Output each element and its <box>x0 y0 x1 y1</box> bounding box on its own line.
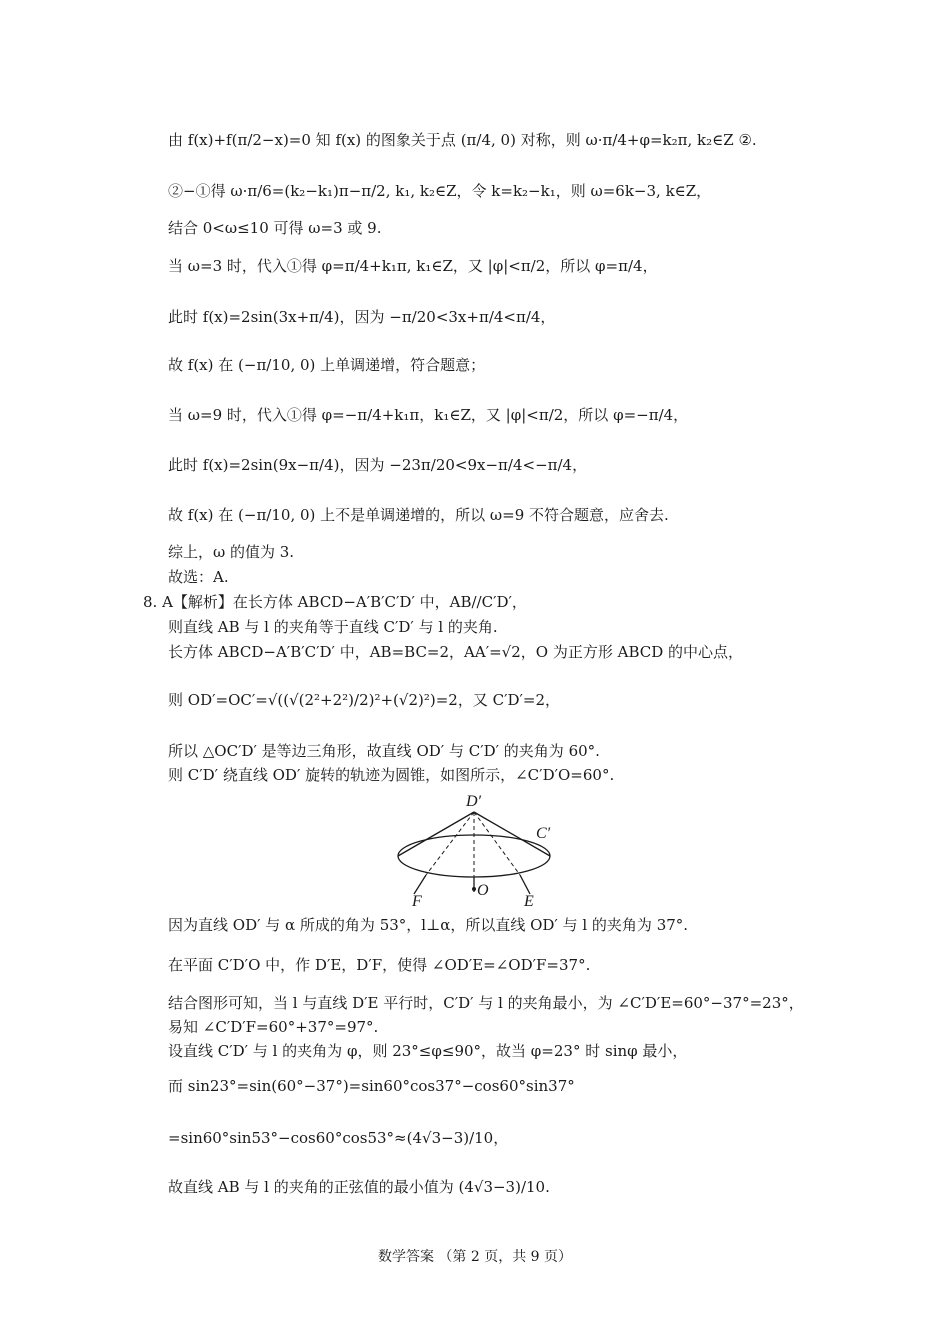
line-14: 长方体 ABCD−A′B′C′D′ 中，AB=BC=2，AA′=√2，O 为正方形 ABCD 的中心点， <box>168 643 744 661</box>
label-left-foot: F <box>412 893 422 910</box>
line-19: 在平面 C′D′O 中，作 D′E，D′F，使得 ∠OD′E=∠OD′F=37°. <box>168 956 591 974</box>
line-12: 8. A【解析】在长方体 ABCD−A′B′C′D′ 中，AB//C′D′， <box>143 593 527 611</box>
line-20: 结合图形可知，当 l 与直线 D′E 平行时，C′D′ 与 l 的夹角最小，为 ∠C′D′E=60°−37°=23°， <box>168 994 804 1012</box>
line-2: ②−①得 ω·π/6=(k₂−k₁)π−π/2, k₁, k₂∈Z，令 k=k₂−k₁，则 ω=6k−3, k∈Z， <box>168 182 712 200</box>
line-10: 综上，ω 的值为 3. <box>168 543 295 561</box>
line-4: 当 ω=3 时，代入①得 φ=π/4+k₁π, k₁∈Z，又 |φ|<π/2，所以 φ=π/4， <box>168 257 658 275</box>
line-17: 则 C′D′ 绕直线 OD′ 旋转的轨迹为圆锥，如图所示，∠C′D′O=60°. <box>168 766 615 784</box>
line-15: 则 OD′=OC′=√((√(2²+2²)/2)²+(√2)²)=2，又 C′D′=2， <box>168 691 561 709</box>
line-5: 此时 f(x)=2sin(3x+π/4)，因为 −π/20<3x+π/4<π/4， <box>168 308 556 326</box>
line-18: 因为直线 OD′ 与 α 所成的角为 53°，l⊥α，所以直线 OD′ 与 l 的夹角为 37°. <box>168 916 689 934</box>
line-11: 故选：A. <box>168 568 229 586</box>
line-16: 所以 △OC′D′ 是等边三角形，故直线 OD′ 与 C′D′ 的夹角为 60°. <box>168 742 600 760</box>
label-apex: D′ <box>466 793 482 810</box>
line-24: =sin60°sin53°−cos60°cos53°≈(4√3−3)/10， <box>168 1129 509 1147</box>
line-25: 故直线 AB 与 l 的夹角的正弦值的最小值为 (4√3−3)/10. <box>168 1178 550 1196</box>
label-right-foot: E <box>524 893 534 910</box>
line-6: 故 f(x) 在 (−π/10, 0) 上单调递增，符合题意； <box>168 356 486 374</box>
line-23: 而 sin23°=sin(60°−37°)=sin60°cos37°−cos60°sin37° <box>168 1077 575 1095</box>
line-3: 结合 0<ω≤10 可得 ω=3 或 9. <box>168 219 382 237</box>
line-8: 此时 f(x)=2sin(9x−π/4)，因为 −23π/20<9x−π/4<−π/4， <box>168 456 588 474</box>
page-footer: 数学答案 （第 2 页，共 9 页） <box>377 1249 573 1265</box>
line-21: 易知 ∠C′D′F=60°+37°=97°. <box>168 1018 379 1036</box>
label-center: O <box>477 882 489 899</box>
line-13: 则直线 AB 与 l 的夹角等于直线 C′D′ 与 l 的夹角. <box>168 618 498 636</box>
line-22: 设直线 C′D′ 与 l 的夹角为 φ，则 23°≤φ≤90°，故当 φ=23° 时 sinφ 最小， <box>168 1042 688 1060</box>
cone-figure <box>392 792 572 914</box>
line-7: 当 ω=9 时，代入①得 φ=−π/4+k₁π，k₁∈Z，又 |φ|<π/2，所以 φ=−π/4， <box>168 406 689 424</box>
line-1: 由 f(x)+f(π/2−x)=0 知 f(x) 的图象关于点 (π/4, 0) 对称，则 ω·π/4+φ=k₂π, k₂∈Z ②. <box>168 131 757 149</box>
label-rim-point: C′ <box>536 825 551 842</box>
line-9: 故 f(x) 在 (−π/10, 0) 上不是单调递增的，所以 ω=9 不符合题意，应舍去. <box>168 506 669 524</box>
